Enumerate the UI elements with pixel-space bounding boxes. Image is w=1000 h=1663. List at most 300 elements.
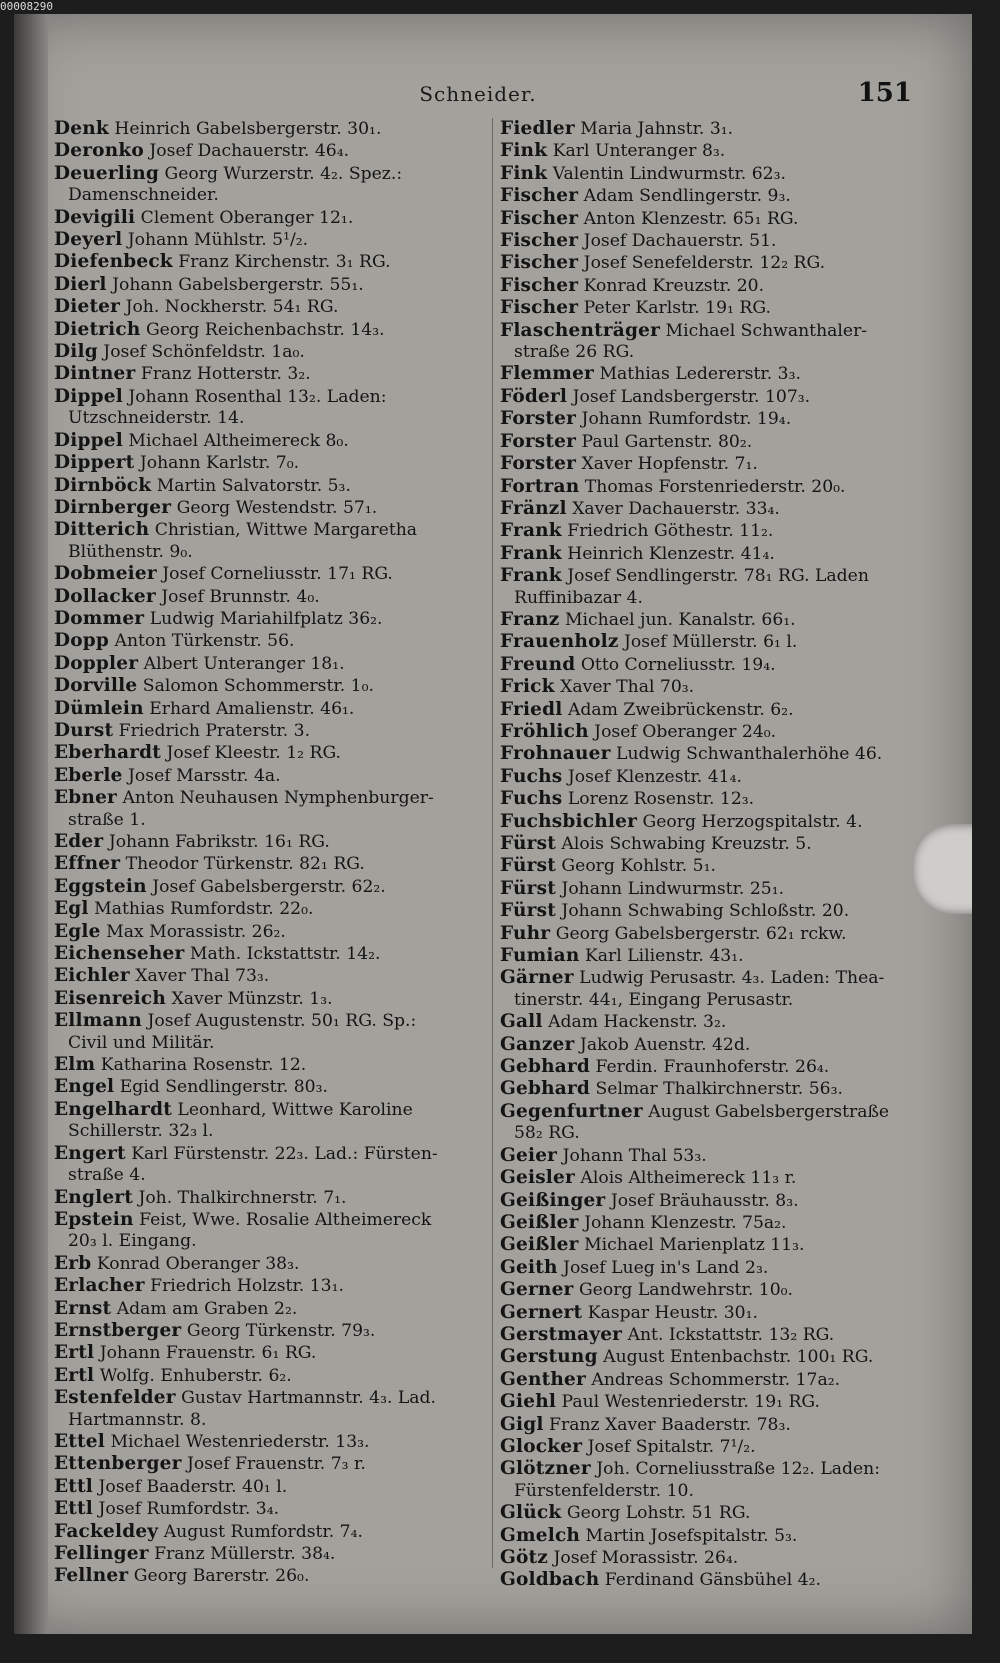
entry-details: Johann Karlstr. 7₀.: [134, 453, 300, 474]
directory-entry: [500, 1346, 930, 1368]
page-header: [44, 78, 912, 114]
directory-entry: [500, 855, 930, 877]
directory-entry: [500, 900, 930, 922]
entry-details: Josef Brunnstr. 4₀.: [155, 586, 320, 607]
directory-entry: [54, 475, 484, 497]
directory-entry: [500, 1034, 930, 1056]
directory-entry: [54, 1187, 484, 1209]
entry-details: Heinrich Gabelsbergerstr. 30₁.: [108, 119, 382, 139]
directory-entry: [500, 1525, 930, 1547]
directory-entry: [54, 1010, 484, 1032]
entry-surname: Gerstmayer: [500, 1323, 623, 1345]
directory-entry: [500, 408, 930, 430]
directory-entry: [500, 923, 930, 945]
entry-details: Katharina Rosenstr. 12.: [95, 1055, 307, 1076]
entry-details: straße 4.: [68, 1165, 146, 1186]
directory-entry: [500, 1279, 930, 1301]
entry-details: Georg Barerstr. 26₀.: [128, 1566, 310, 1587]
entry-surname: Dilg: [54, 341, 98, 363]
entry-details: Valentin Lindwurmstr. 62₃.: [547, 163, 786, 184]
entry-details: Paul Gartenstr. 80₂.: [576, 431, 753, 452]
entry-surname: Deuerling: [54, 162, 160, 184]
entry-details: Martin Salvatorstr. 5₃.: [151, 475, 351, 496]
directory-entry: [54, 1076, 484, 1098]
directory-entry: [54, 1521, 484, 1543]
directory-entry: [54, 1565, 484, 1587]
entry-continuation: [500, 1123, 930, 1144]
entry-details: Karl Fürstenstr. 22₃. Lad.: Fürsten-: [125, 1143, 438, 1164]
entry-surname: Geith: [500, 1256, 558, 1278]
directory-entry: [54, 1298, 484, 1320]
directory-entry: [500, 1056, 930, 1078]
directory-entry: [54, 1253, 484, 1275]
entry-surname: Gigl: [500, 1413, 544, 1435]
directory-entry: [54, 1387, 484, 1409]
entry-details: Franz Kirchenstr. 3₁ RG.: [172, 252, 391, 273]
entry-surname: Deyerl: [54, 229, 123, 251]
entry-surname: Estenfelder: [54, 1387, 176, 1409]
entry-surname: Frank: [500, 565, 562, 587]
entry-surname: Eisenreich: [54, 987, 167, 1009]
directory-entry: [500, 676, 930, 698]
entry-surname: Eberhardt: [54, 742, 162, 764]
entry-details: Michael Altheimereck 8₀.: [122, 430, 349, 451]
directory-entry: [500, 565, 930, 587]
entry-surname: Franz: [500, 608, 560, 630]
directory-entry: [500, 1234, 930, 1256]
entry-surname: Giehl: [500, 1391, 557, 1413]
book-spine: [14, 14, 48, 1634]
entry-surname: Dirnböck: [54, 474, 152, 496]
directory-entry: [500, 1167, 930, 1189]
entry-surname: Ebner: [54, 787, 118, 809]
directory-entry: [54, 1431, 484, 1453]
entry-surname: Erb: [54, 1252, 92, 1274]
entry-surname: Epstein: [54, 1208, 134, 1230]
directory-entry: [54, 653, 484, 675]
entry-details: Damenschneider.: [68, 185, 219, 206]
entry-surname: Eggstein: [54, 875, 147, 897]
entry-details: Utzschneiderstr. 14.: [68, 408, 245, 429]
entry-details: Johann Rosenthal 13₂. Laden:: [122, 386, 387, 407]
entry-details: Kaspar Heustr. 30₁.: [582, 1302, 758, 1323]
directory-entry: [500, 945, 930, 967]
directory-entry: [54, 1099, 484, 1121]
directory-entry: [500, 766, 930, 788]
directory-entry: [500, 1369, 930, 1391]
directory-entry: [54, 363, 484, 385]
entry-details: Josef Gabelsbergerstr. 62₂.: [146, 876, 386, 897]
directory-entry: [54, 1476, 484, 1498]
page-number: 151: [857, 78, 912, 108]
entry-details: Michael Schwanthaler-: [660, 320, 868, 341]
entry-continuation: [500, 990, 930, 1011]
directory-entry: [500, 743, 930, 765]
entry-details: Leonhard, Wittwe Karoline: [171, 1099, 413, 1120]
entry-details: Joh. Corneliusstraße 12₂. Laden:: [590, 1459, 881, 1480]
entry-details: Josef Lueg in's Land 2₃.: [557, 1257, 769, 1278]
entry-details: Josef Sendlingerstr. 78₁ RG. Laden: [561, 566, 869, 587]
entry-details: Ant. Ickstattstr. 13₂ RG.: [622, 1324, 835, 1345]
column-divider: [492, 118, 493, 1568]
entry-surname: Dollacker: [54, 585, 156, 607]
entry-details: Karl Lilienstr. 43₁.: [579, 946, 744, 967]
entry-details: Lorenz Rosenstr. 12₃.: [562, 789, 755, 810]
directory-entry: [500, 252, 930, 274]
directory-entry: [500, 520, 930, 542]
entry-surname: Ernst: [54, 1297, 112, 1319]
entry-continuation: [54, 1121, 484, 1142]
directory-entry: [54, 742, 484, 764]
entry-surname: Dirnberger: [54, 496, 172, 518]
entry-surname: Deronko: [54, 140, 144, 162]
entry-details: Feist, Wwe. Rosalie Altheimereck: [133, 1209, 432, 1230]
directory-entry: [500, 1302, 930, 1324]
entry-surname: Eder: [54, 831, 104, 852]
entry-details: Hartmannstr. 8.: [68, 1409, 207, 1430]
directory-entry: [500, 1212, 930, 1234]
entry-surname: Dobmeier: [54, 563, 157, 585]
directory-entry: [54, 1342, 484, 1364]
entry-details: Franz Müllerstr. 38₄.: [148, 1544, 336, 1564]
entry-surname: Gebhard: [500, 1078, 591, 1100]
entry-surname: Dintner: [54, 363, 136, 385]
entry-details: Selmar Thalkirchnerstr. 56₃.: [590, 1079, 843, 1100]
entry-details: Heinrich Klenzestr. 41₄.: [561, 543, 775, 564]
entry-surname: Dippert: [54, 452, 135, 474]
entry-details: Georg Landwehrstr. 10₀.: [573, 1280, 793, 1301]
entry-details: Josef Senefelderstr. 12₂ RG.: [578, 253, 826, 274]
entry-details: Georg Gabelsbergerstr. 62₁ rckw.: [550, 923, 847, 944]
entry-details: Johann Rumfordstr. 19₄.: [576, 409, 792, 430]
entry-surname: Geißinger: [500, 1189, 606, 1211]
directory-entry: [54, 251, 484, 273]
entry-continuation: [500, 1481, 930, 1502]
entry-surname: Erlacher: [54, 1275, 145, 1297]
entry-details: Josef Kleestr. 1₂ RG.: [161, 743, 342, 764]
entry-surname: Fischer: [500, 297, 579, 319]
entry-details: straße 26 RG.: [514, 342, 635, 363]
entry-surname: Ernstberger: [54, 1319, 182, 1341]
directory-entry: [54, 563, 484, 585]
entry-surname: Engert: [54, 1142, 126, 1164]
entry-surname: Fackeldey: [54, 1520, 159, 1542]
entry-details: Johann Gabelsbergerstr. 55₁.: [106, 274, 364, 295]
directory-entry: [54, 207, 484, 229]
directory-entry: [54, 698, 484, 720]
entry-surname: Frank: [500, 520, 562, 542]
entry-details: Fürstenfelderstr. 10.: [514, 1480, 694, 1501]
entry-details: Joh. Nockherstr. 54₁ RG.: [120, 297, 339, 318]
entry-surname: Fumian: [500, 945, 580, 967]
directory-entry: [500, 1458, 930, 1480]
entry-details: 58₂ RG.: [514, 1123, 580, 1144]
entry-details: Friedrich Praterstr. 3.: [113, 720, 311, 741]
directory-entry: [54, 274, 484, 296]
directory-entry: [500, 878, 930, 900]
entry-surname: Flaschenträger: [500, 319, 661, 341]
entry-surname: Ertl: [54, 1364, 95, 1386]
entry-surname: Glocker: [500, 1435, 583, 1457]
directory-entry: [500, 118, 930, 140]
directory-entry: [500, 609, 930, 631]
entry-surname: Fischer: [500, 230, 579, 252]
entry-surname: Ditterich: [54, 519, 150, 541]
entry-continuation: [54, 185, 484, 206]
entry-surname: Fuchs: [500, 765, 563, 787]
entry-surname: Fortran: [500, 475, 580, 497]
entry-surname: Forster: [500, 408, 577, 430]
entry-surname: Föderl: [500, 385, 568, 407]
entry-details: Gustav Hartmannstr. 4₃. Lad.: [175, 1388, 437, 1409]
directory-entry: [54, 1209, 484, 1231]
directory-entry: [54, 831, 484, 853]
entry-details: Jakob Auenstr. 42d.: [574, 1034, 751, 1055]
entry-details: Adam Zweibrückenstr. 6₂.: [562, 699, 794, 720]
entry-surname: Elm: [54, 1054, 96, 1076]
directory-entry: [500, 811, 930, 833]
entry-surname: Friedl: [500, 698, 563, 720]
entry-details: Michael jun. Kanalstr. 66₁.: [559, 609, 796, 630]
entry-surname: Fuchsbichler: [500, 810, 638, 832]
entry-details: Michael Marienplatz 11₃.: [578, 1235, 805, 1256]
entry-details: Otto Corneliusstr. 19₄.: [575, 654, 776, 675]
entry-surname: Geier: [500, 1144, 558, 1166]
entry-surname: Forster: [500, 430, 577, 452]
entry-details: Friedrich Holzstr. 13₁.: [144, 1276, 344, 1297]
directory-entry: [54, 229, 484, 251]
entry-surname: Goldbach: [500, 1569, 600, 1591]
entry-details: Johann Klenzestr. 75a₂.: [578, 1212, 787, 1233]
entry-details: Alois Schwabing Kreuzstr. 5.: [555, 834, 812, 854]
directory-entry: [500, 230, 930, 252]
entry-details: Georg Reichenbachstr. 14₃.: [140, 319, 385, 340]
entry-surname: Engelhardt: [54, 1098, 172, 1120]
directory-entry: [500, 498, 930, 520]
right-column: [500, 118, 930, 1592]
entry-surname: Dorville: [54, 675, 138, 697]
entry-surname: Dietrich: [54, 318, 141, 340]
entry-details: Josef Bräuhausstr. 8₃.: [605, 1190, 799, 1211]
entry-surname: Gerstung: [500, 1346, 598, 1368]
entry-surname: Frick: [500, 676, 555, 698]
entry-details: Josef Klenzestr. 41₄.: [562, 766, 742, 787]
entry-details: Civil und Militär.: [68, 1032, 215, 1053]
entry-surname: Fröhlich: [500, 720, 589, 742]
directory-entry: [500, 631, 930, 653]
entry-surname: Fischer: [500, 274, 579, 296]
entry-continuation: [54, 408, 484, 429]
directory-entry: [500, 1190, 930, 1212]
directory-entry: [500, 476, 930, 498]
directory-entry: [500, 1414, 930, 1436]
entry-surname: Ettenberger: [54, 1453, 182, 1475]
entry-surname: Genther: [500, 1368, 586, 1390]
entry-details: Michael Westenriederstr. 13₃.: [105, 1431, 370, 1452]
directory-entry: [54, 118, 484, 140]
directory-columns: [54, 118, 934, 1591]
entry-details: Andreas Schommerstr. 17a₂.: [585, 1369, 841, 1390]
directory-entry: [500, 699, 930, 721]
entry-details: Josef Dachauerstr. 51.: [578, 231, 777, 252]
entry-surname: Denk: [54, 118, 109, 139]
directory-entry: [500, 1502, 930, 1524]
entry-details: Josef Augustenstr. 50₁ RG. Sp.:: [142, 1011, 417, 1032]
entry-surname: Dippel: [54, 429, 123, 451]
directory-entry: [54, 608, 484, 630]
entry-details: Theodor Türkenstr. 82₁ RG.: [120, 854, 365, 875]
entry-details: Wolfg. Enhuberstr. 6₂.: [94, 1365, 292, 1386]
entry-surname: Geißler: [500, 1234, 579, 1256]
entry-surname: Egle: [54, 920, 101, 942]
entry-surname: Ellmann: [54, 1010, 143, 1032]
entry-surname: Dippel: [54, 385, 123, 407]
entry-surname: Fiedler: [500, 118, 575, 139]
entry-surname: Diefenbeck: [54, 251, 173, 273]
directory-entry: [500, 163, 930, 185]
directory-entry: [54, 452, 484, 474]
entry-details: Josef Morassistr. 26₄.: [548, 1548, 739, 1568]
archive-number: 00008290: [0, 0, 53, 13]
entry-surname: Eichenseher: [54, 943, 185, 965]
entry-details: Schillerstr. 32₃ l.: [68, 1121, 214, 1142]
directory-entry: [54, 1054, 484, 1076]
entry-surname: Doppler: [54, 652, 139, 674]
entry-details: Johann Schwabing Schloßstr. 20.: [555, 901, 850, 922]
directory-entry: [500, 654, 930, 676]
directory-entry: [54, 943, 484, 965]
entry-surname: Dieter: [54, 296, 121, 318]
entry-surname: Glötzner: [500, 1458, 591, 1480]
entry-details: Xaver Thal 70₃.: [554, 677, 695, 698]
directory-entry: [54, 1143, 484, 1165]
directory-entry: [500, 320, 930, 342]
entry-details: Mathias Ledererstr. 3₃.: [594, 364, 801, 385]
directory-entry: [54, 1320, 484, 1342]
entry-surname: Dümlein: [54, 697, 144, 719]
entry-details: Anton Türkenstr. 56.: [109, 631, 295, 652]
entry-surname: Fürst: [500, 833, 556, 854]
entry-details: Adam am Graben 2₂.: [111, 1298, 298, 1319]
entry-continuation: [54, 810, 484, 831]
entry-details: Adam Sendlingerstr. 9₃.: [578, 186, 791, 207]
directory-entry: [54, 988, 484, 1010]
entry-details: Georg Herzogspitalstr. 4.: [637, 811, 863, 832]
directory-entry: [500, 275, 930, 297]
entry-details: Josef Corneliusstr. 17₁ RG.: [156, 564, 393, 585]
directory-entry: [54, 386, 484, 408]
entry-surname: Ettl: [54, 1475, 94, 1497]
entry-surname: Fischer: [500, 252, 579, 274]
entry-details: Josef Baaderstr. 40₁ l.: [93, 1476, 288, 1497]
entry-surname: Frank: [500, 542, 562, 564]
directory-entry: [54, 675, 484, 697]
entry-details: August Entenbachstr. 100₁ RG.: [597, 1347, 874, 1368]
entry-details: Josef Rumfordstr. 3₄.: [93, 1499, 280, 1520]
entry-surname: Fellinger: [54, 1543, 149, 1564]
entry-surname: Fischer: [500, 185, 579, 207]
entry-details: Ruffinibazar 4.: [514, 587, 643, 608]
entry-details: Math. Ickstattstr. 14₂.: [184, 944, 381, 965]
directory-entry: [500, 1436, 930, 1458]
directory-entry: [54, 1543, 484, 1565]
directory-entry: [54, 163, 484, 185]
entry-surname: Fuchs: [500, 788, 563, 810]
directory-entry: [54, 876, 484, 898]
directory-entry: [54, 586, 484, 608]
entry-surname: Flemmer: [500, 363, 594, 385]
entry-details: Christian, Wittwe Margaretha: [149, 520, 418, 541]
entry-surname: Fink: [500, 162, 548, 184]
entry-details: Salomon Schommerstr. 1₀.: [137, 676, 374, 697]
entry-details: Paul Westenriederstr. 19₁ RG.: [556, 1392, 821, 1413]
entry-details: Joh. Thalkirchnerstr. 7₁.: [132, 1187, 347, 1208]
directory-entry: [54, 787, 484, 809]
entry-continuation: [54, 1410, 484, 1431]
entry-details: Georg Kohlstr. 5₁.: [555, 856, 716, 877]
entry-surname: Effner: [54, 853, 121, 875]
entry-surname: Dommer: [54, 607, 145, 629]
entry-surname: Ettel: [54, 1430, 105, 1452]
entry-details: Maria Jahnstr. 3₁.: [574, 119, 734, 139]
directory-entry: [500, 1257, 930, 1279]
directory-entry: [54, 1275, 484, 1297]
directory-entry: [500, 833, 930, 855]
entry-surname: Eberle: [54, 764, 123, 786]
entry-details: Josef Landsbergerstr. 107₃.: [567, 386, 811, 407]
entry-details: tinerstr. 44₁, Eingang Perusastr.: [514, 989, 794, 1010]
directory-entry: [500, 185, 930, 207]
entry-surname: Gerner: [500, 1279, 574, 1301]
entry-surname: Ertl: [54, 1342, 95, 1364]
directory-entry: [500, 1145, 930, 1167]
entry-surname: Fellner: [54, 1565, 129, 1587]
directory-entry: [54, 430, 484, 452]
entry-details: Franz Xaver Baaderstr. 78₃.: [543, 1414, 791, 1435]
entry-details: Ludwig Perusastr. 4₃. Laden: Thea-: [573, 968, 885, 989]
directory-entry: [500, 208, 930, 230]
entry-details: Konrad Oberanger 38₃.: [91, 1253, 300, 1274]
directory-entry: [54, 765, 484, 787]
entry-details: Ludwig Mariahilfplatz 36₂.: [144, 608, 383, 629]
entry-details: Josef Marsstr. 4a.: [122, 765, 281, 786]
entry-continuation: [54, 1165, 484, 1186]
directory-entry: [500, 1078, 930, 1100]
directory-entry: [54, 296, 484, 318]
entry-details: Ferdinand Gänsbühel 4₂.: [599, 1570, 821, 1591]
entry-surname: Frauenholz: [500, 631, 619, 653]
entry-surname: Geisler: [500, 1167, 575, 1189]
directory-entry: [500, 788, 930, 810]
entry-details: Xaver Münzstr. 1₃.: [166, 988, 333, 1009]
entry-details: Egid Sendlingerstr. 80₃.: [114, 1077, 328, 1098]
directory-entry: [500, 1324, 930, 1346]
entry-details: Georg Lohstr. 51 RG.: [561, 1503, 751, 1524]
entry-surname: Gmelch: [500, 1524, 581, 1546]
directory-entry: [54, 630, 484, 652]
directory-entry: [54, 898, 484, 920]
entry-details: Clement Oberanger 12₁.: [135, 207, 354, 228]
entry-surname: Fürst: [500, 855, 556, 877]
entry-surname: Gegenfurtner: [500, 1100, 643, 1122]
entry-details: Ferdin. Fraunhoferstr. 26₄.: [590, 1057, 830, 1078]
entry-details: Johann Thal 53₃.: [557, 1145, 707, 1166]
directory-entry: [54, 140, 484, 162]
directory-entry: [54, 1453, 484, 1475]
entry-surname: Eichler: [54, 965, 130, 987]
entry-surname: Fuhr: [500, 922, 551, 944]
entry-details: Josef Oberanger 24₀.: [588, 721, 777, 742]
